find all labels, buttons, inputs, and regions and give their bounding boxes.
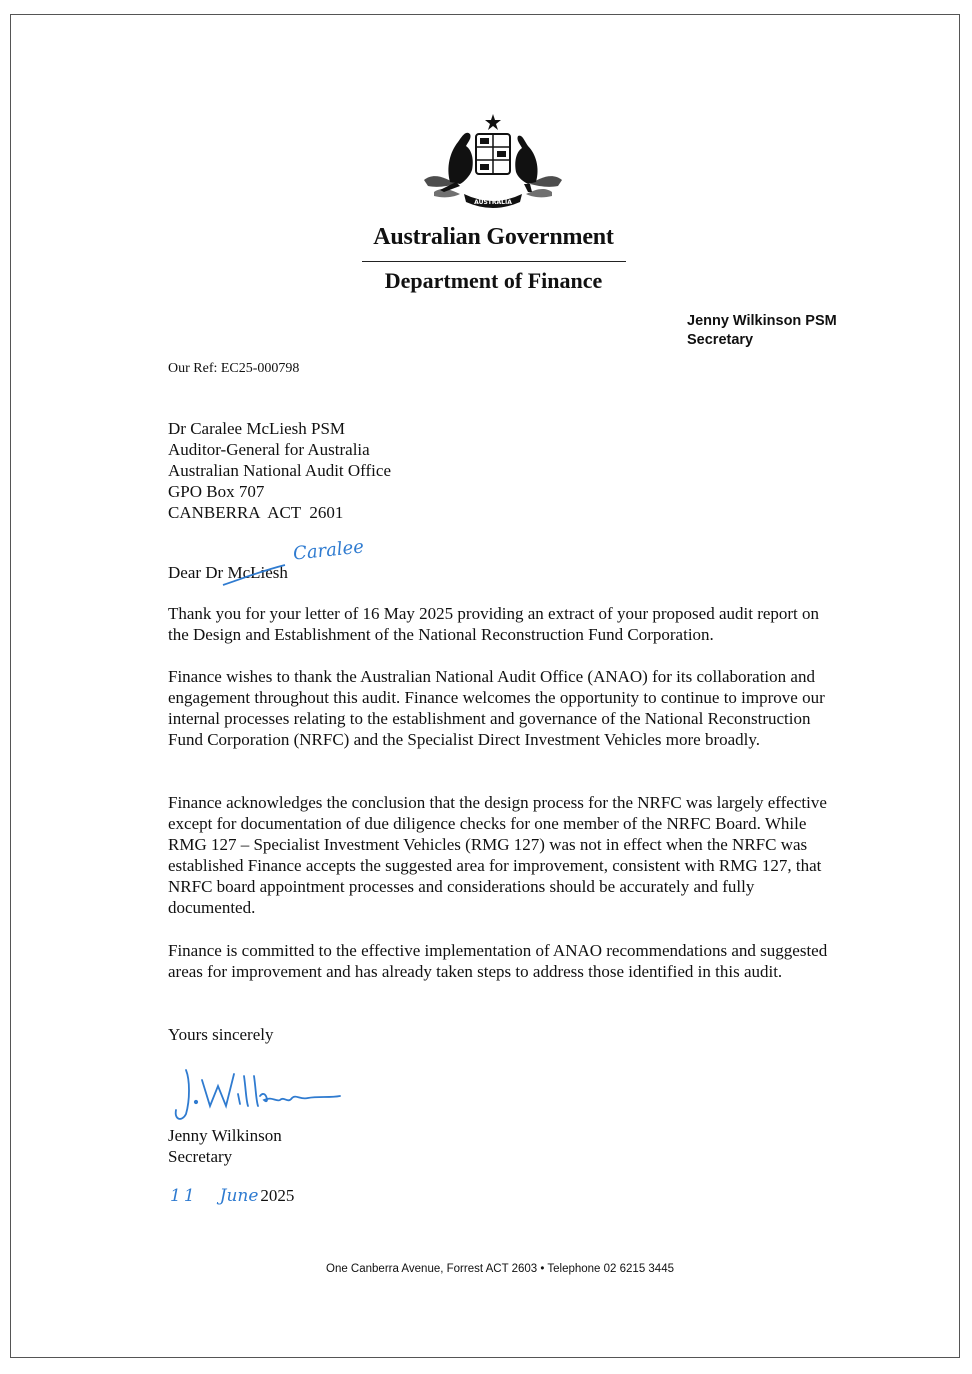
header-divider: [362, 261, 626, 262]
department-title: Department of Finance: [384, 268, 603, 293]
struck-name-text: McLiesh: [227, 563, 288, 582]
recipient-address: [168, 418, 391, 523]
body-paragraph: Finance acknowledges the conclusion that the design process for the NRFC was largely effective except for documentation of due diligence checks for one member of the NRFC Board. While RMG 127 – Specialist Investment Vehicles (RMG 127) was not in effect when the NRFC was established Finance accepts the suggested area for improvement, consistent with RMG 127, that NRFC board appointment processes and considerations should be accurately and fully documented.: [168, 793, 827, 917]
sender-title: Secretary: [687, 332, 754, 348]
body-paragraph: Finance wishes to thank the Australian National Audit Office (ANAO) for its collaboration and engagement throughout this audit. Finance welcomes the opportunity to continue to improve our internal processes relating to the establishment and governance of the National Reconstruction Fund Corporation (NRFC) and the Specialist Direct Investment Vehicles more broadly.: [168, 667, 825, 749]
body-paragraph: Finance is committed to the effective implementation of ANAO recommendations and suggested areas for improvement and has already taken steps to address those identified in this audit.: [168, 941, 828, 981]
government-title: Australian Government: [373, 224, 614, 250]
letter-date: [170, 1186, 294, 1206]
address-line: GPO Box 707: [168, 482, 265, 501]
date-year: 2025: [260, 1186, 295, 1205]
body-paragraph: Thank you for your letter of 16 May 2025 providing an extract of your proposed audit report on the Design and Establishment of the National Reconstruction Fund Corporation.: [168, 604, 820, 644]
address-line: Auditor-General for Australia: [168, 440, 370, 459]
date-month-handwritten: June: [219, 1186, 259, 1206]
sender-block: [687, 312, 837, 350]
address-line: Australian National Audit Office: [168, 461, 391, 480]
struck-name: [227, 563, 287, 583]
date-day-handwritten: 11: [170, 1186, 198, 1206]
svg-text:AUSTRALIA: AUSTRALIA: [474, 199, 512, 206]
address-line: CANBERRA ACT 2601: [168, 503, 344, 522]
salutation-prefix: Dear Dr: [168, 563, 228, 582]
handwritten-name: Caralee: [292, 536, 365, 565]
sender-name: Jenny Wilkinson PSM: [687, 313, 837, 329]
footer-address: One Canberra Avenue, Forrest ACT 2603 • Telephone 02 6215 3445: [326, 1263, 674, 1275]
signer-block: [168, 1125, 282, 1167]
salutation: [168, 563, 288, 583]
coat-of-arms-icon: [420, 112, 566, 216]
strike-through-icon: [221, 563, 291, 587]
signer-title: Secretary: [168, 1147, 233, 1166]
signer-name: Jenny Wilkinson: [168, 1126, 282, 1145]
reference-number: Our Ref: EC25-000798: [168, 361, 300, 376]
signature-icon: [168, 1060, 348, 1124]
address-line: Dr Caralee McLiesh PSM: [168, 419, 346, 438]
closing: Yours sincerely: [168, 1025, 274, 1044]
